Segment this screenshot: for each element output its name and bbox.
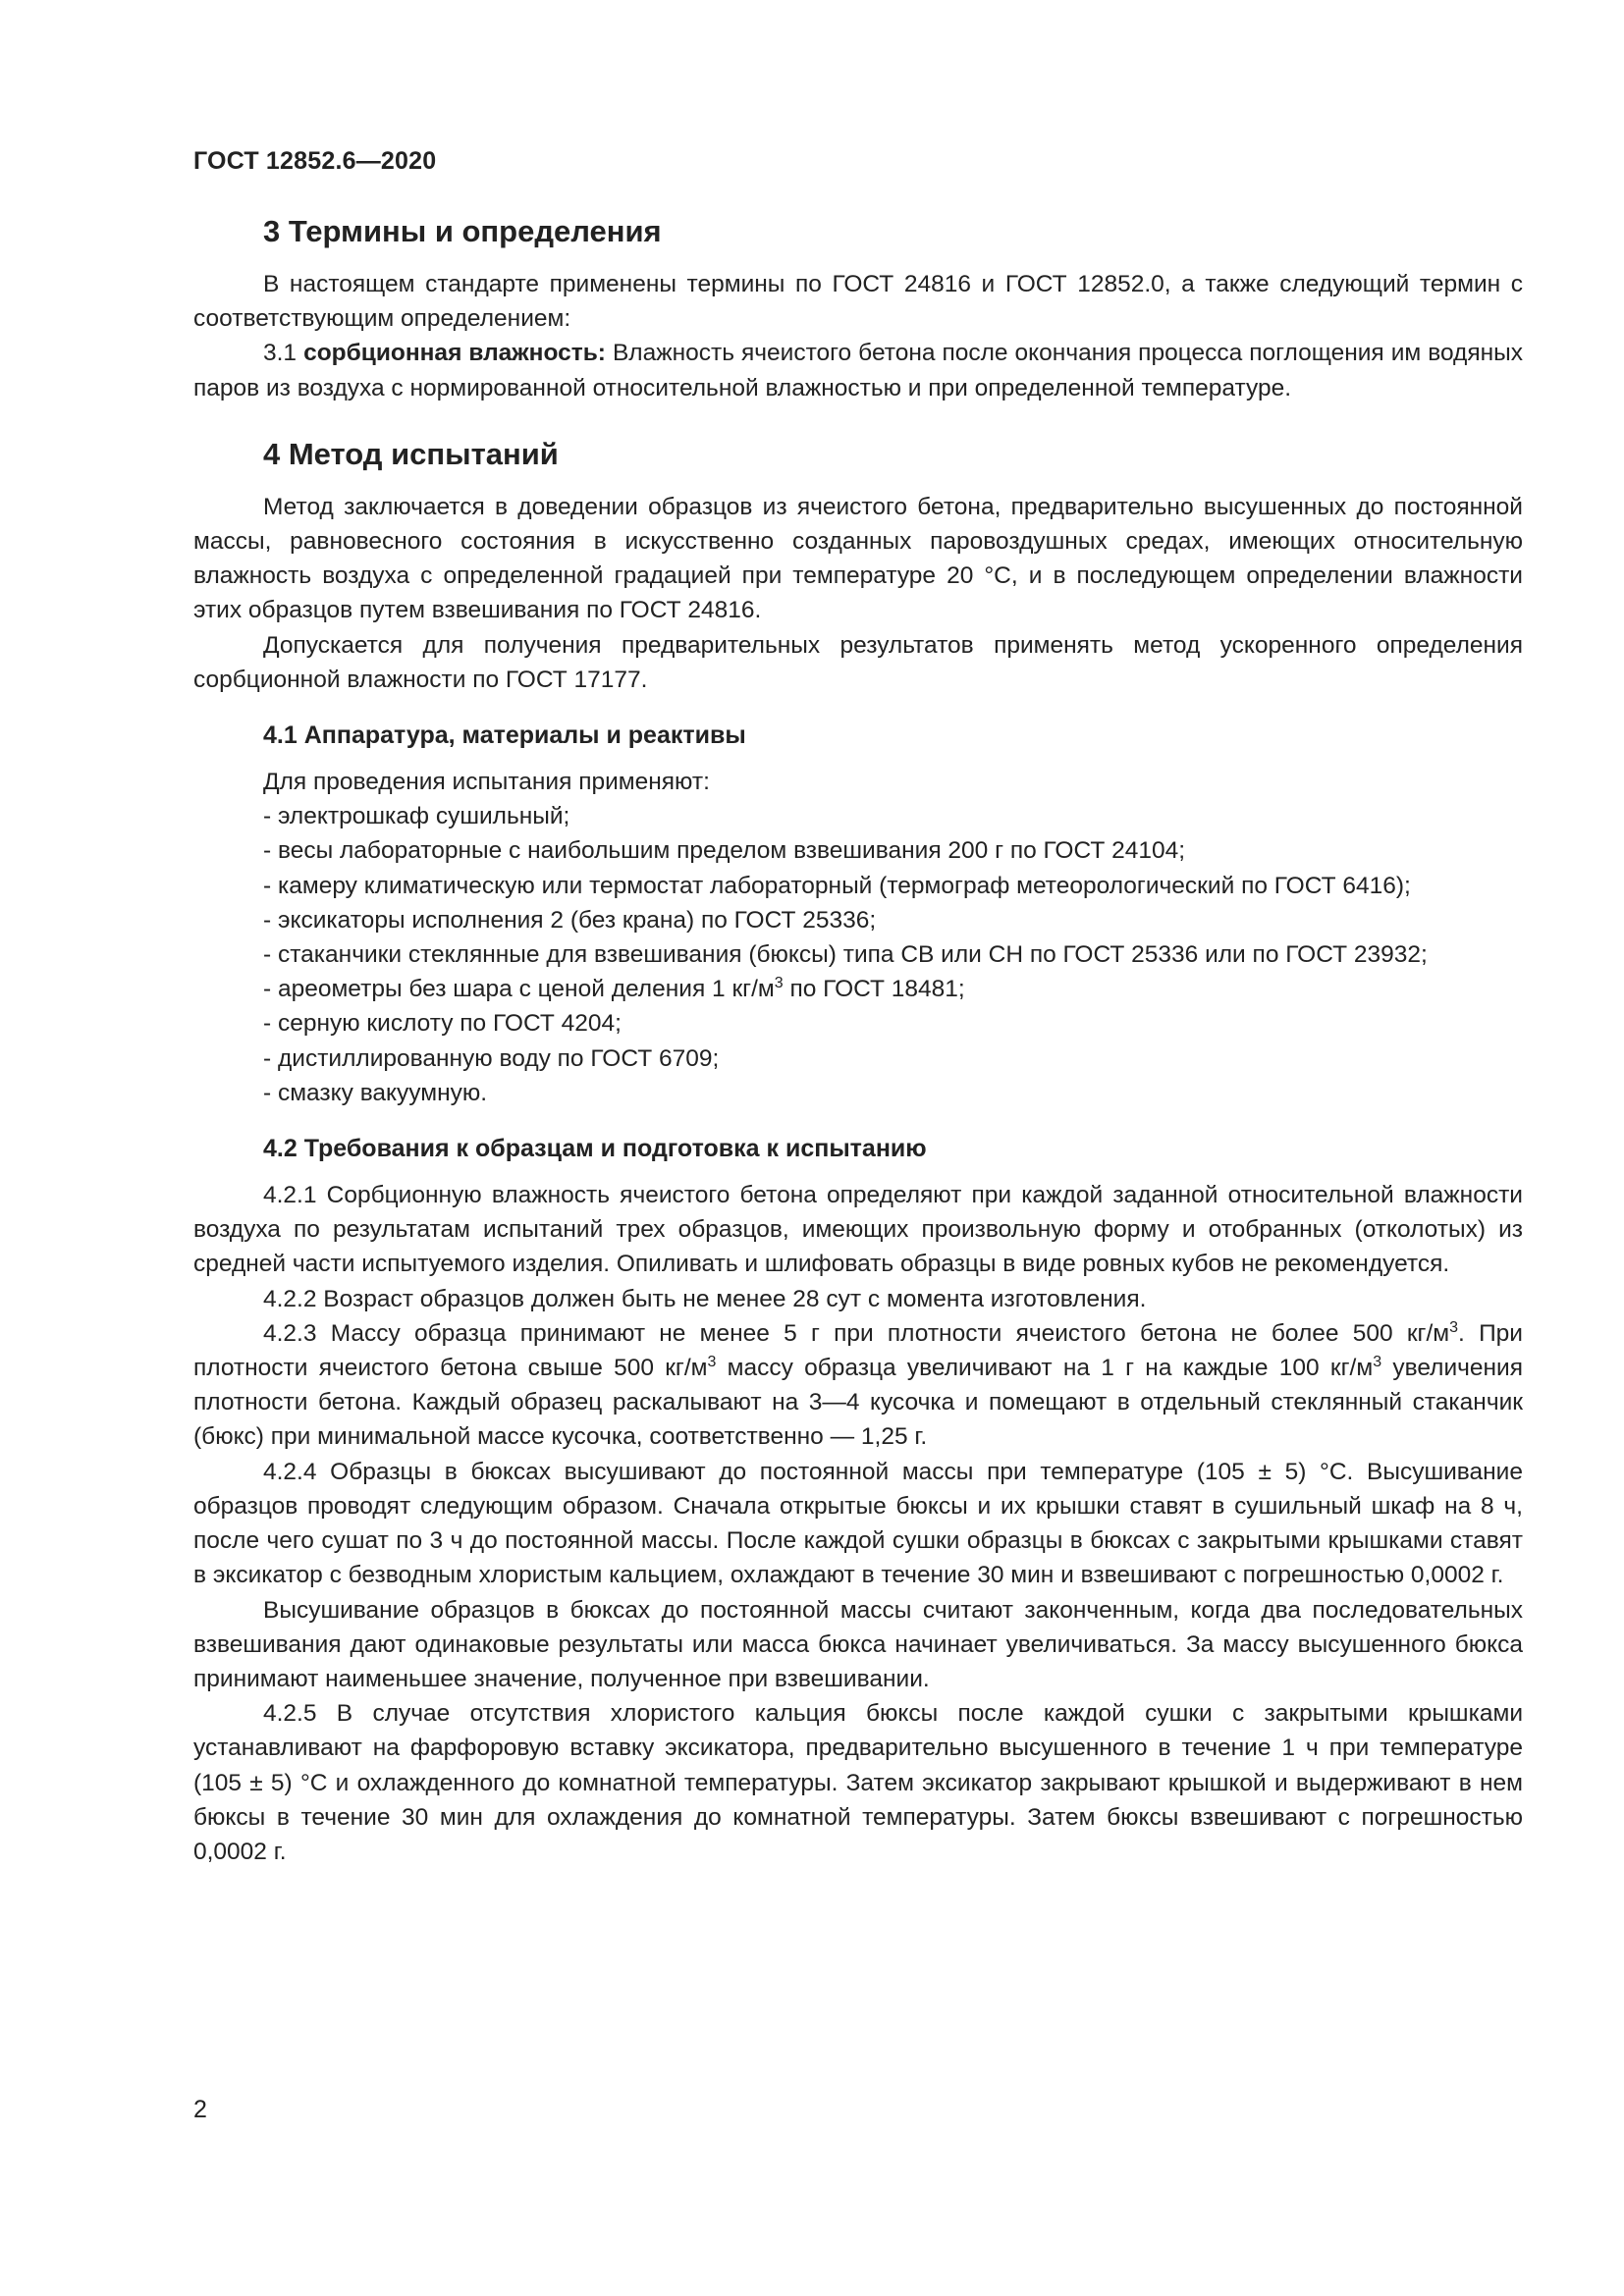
clause-text: увеличения плотности бетона. Каждый образец раскалывают на 3—4 кусочка и помещают в отдельный стеклянный стаканчик (бюкс) при минимальной массе кусочка, соответственно — 1,25 г. — [193, 1355, 1523, 1451]
equipment-list-item: - стаканчики стеклянные для взвешивания (бюксы) типа СВ или СН по ГОСТ 25336 или по ГОСТ 23932; — [263, 941, 1428, 969]
section-3-heading: 3 Термины и определения — [263, 214, 662, 248]
document-body — [193, 212, 1523, 1869]
equipment-list-item: - дистиллированную воду по ГОСТ 6709; — [263, 1044, 720, 1072]
clause-text: массу образца увеличивают на 1 г на каждые 100 кг/м — [716, 1355, 1374, 1382]
clause-4-2-4-continued: Высушивание образцов в бюксах до постоянной массы считают законченным, когда два последовательных взвешивания дают одинаковые результаты или масса бюкса начинает увеличиваться. За массу высушенного бюкса принимают наименьшее значение, полученное при взвешивании. — [193, 1596, 1523, 1692]
section-4-heading: 4 Метод испытаний — [263, 436, 559, 471]
list-item-text: по ГОСТ 18481; — [783, 976, 965, 1003]
equipment-list-item: - весы лабораторные с наибольшим пределом взвешивания 200 г по ГОСТ 24104; — [263, 837, 1186, 865]
section-4-paragraph: Метод заключается в доведении образцов из ячеистого бетона, предварительно высушенных до постоянной массы, равновесного состояния в искусственно созданных паровоздушных средах, имеющих относительную влажность воздуха с определенной градацией при температуре 20 °С, и в последующем определении влажности этих образцов путем взвешивания по ГОСТ 24816. — [193, 493, 1523, 624]
clause-4-2-2: 4.2.2 Возраст образцов должен быть не менее 28 сут с момента изготовления. — [263, 1285, 1147, 1312]
section-4-1-heading: 4.1 Аппаратура, материалы и реактивы — [263, 721, 746, 750]
clause-4-2-5: 4.2.5 В случае отсутствия хлористого кальция бюксы после каждой сушки с закрытыми крышками устанавливают на фарфоровую вставку эксикатора, предварительно высушенного в течение 1 ч при температуре (105 ± 5) °С и охлажденного до комнатной температуры. Затем эксикатор закрывают крышкой и выдерживают в нем бюксы в течение 30 мин для охлаждения до комнатной температуры. Затем бюксы взвешивают с погрешностью 0,0002 г. — [193, 1700, 1523, 1865]
clause-4-2-1: 4.2.1 Сорбционную влажность ячеистого бетона определяют при каждой заданной относительной влажности воздуха по результатам испытаний трех образцов, имеющих произвольную форму и отобранных (отколотых) из средней части испытуемого изделия. Опиливать и шлифовать образцы в виде ровных кубов не рекомендуется. — [193, 1182, 1523, 1278]
clause-4-2-4: 4.2.4 Образцы в бюксах высушивают до постоянной массы при температуре (105 ± 5) °С. Высушивание образцов проводят следующим образом. Сначала открытые бюксы и их крышки ставят в сушильный шкаф на 8 ч, после чего сушат по 3 ч до постоянной массы. После каждой сушки образцы в бюксах с закрытыми крышками ставят в эксикатор с безводным хлористым кальцием, охлаждают в течение 30 мин и взвешивают с погрешностью 0,0002 г. — [193, 1458, 1523, 1589]
term-definition-text: Влажность ячеистого бетона после окончания процесса поглощения им водяных паров из воздуха с нормированной относительной влажностью и при определенной температуре. — [193, 340, 1523, 401]
superscript: 3 — [774, 975, 784, 992]
equipment-list-item: - эксикаторы исполнения 2 (без крана) по ГОСТ 25336; — [263, 906, 877, 934]
equipment-list-item — [193, 972, 1523, 1006]
superscript: 3 — [707, 1353, 717, 1370]
clause-4-2-3 — [193, 1316, 1523, 1455]
list-item-text: - ареометры без шара с ценой деления 1 кг/м — [263, 976, 775, 1003]
page-number: 2 — [193, 2096, 207, 2123]
term-definition — [193, 336, 1523, 404]
equipment-list-item: - серную кислоту по ГОСТ 4204; — [263, 1010, 622, 1038]
term-name: сорбционная влажность: — [303, 340, 606, 367]
section-4-paragraph: Допускается для получения предварительных результатов применять метод ускоренного определения сорбционной влажности по ГОСТ 17177. — [193, 631, 1523, 693]
equipment-list-item: - электрошкаф сушильный; — [263, 803, 570, 830]
section-4-2-heading: 4.2 Требования к образцам и подготовка к испытанию — [263, 1135, 927, 1163]
equipment-list-item: - смазку вакуумную. — [263, 1079, 488, 1106]
section-3-intro: В настоящем стандарте применены термины по ГОСТ 24816 и ГОСТ 12852.0, а также следующий термин с соответствующим определением: — [193, 271, 1523, 333]
superscript: 3 — [1373, 1353, 1382, 1370]
equipment-list-item: - камеру климатическую или термостат лабораторный (термограф метеорологический по ГОСТ 6416); — [263, 872, 1411, 899]
clause-text: . При плотности ячеистого бетона свыше 500 кг/м — [193, 1319, 1523, 1382]
equipment-list-lead: Для проведения испытания применяют: — [263, 769, 710, 796]
term-number: 3.1 — [263, 340, 298, 367]
superscript: 3 — [1449, 1318, 1459, 1336]
document-header: ГОСТ 12852.6—2020 — [193, 147, 437, 175]
clause-text: 4.2.3 Массу образца принимают не менее 5 г при плотности ячеистого бетона не более 500 кг/м — [263, 1319, 1450, 1347]
